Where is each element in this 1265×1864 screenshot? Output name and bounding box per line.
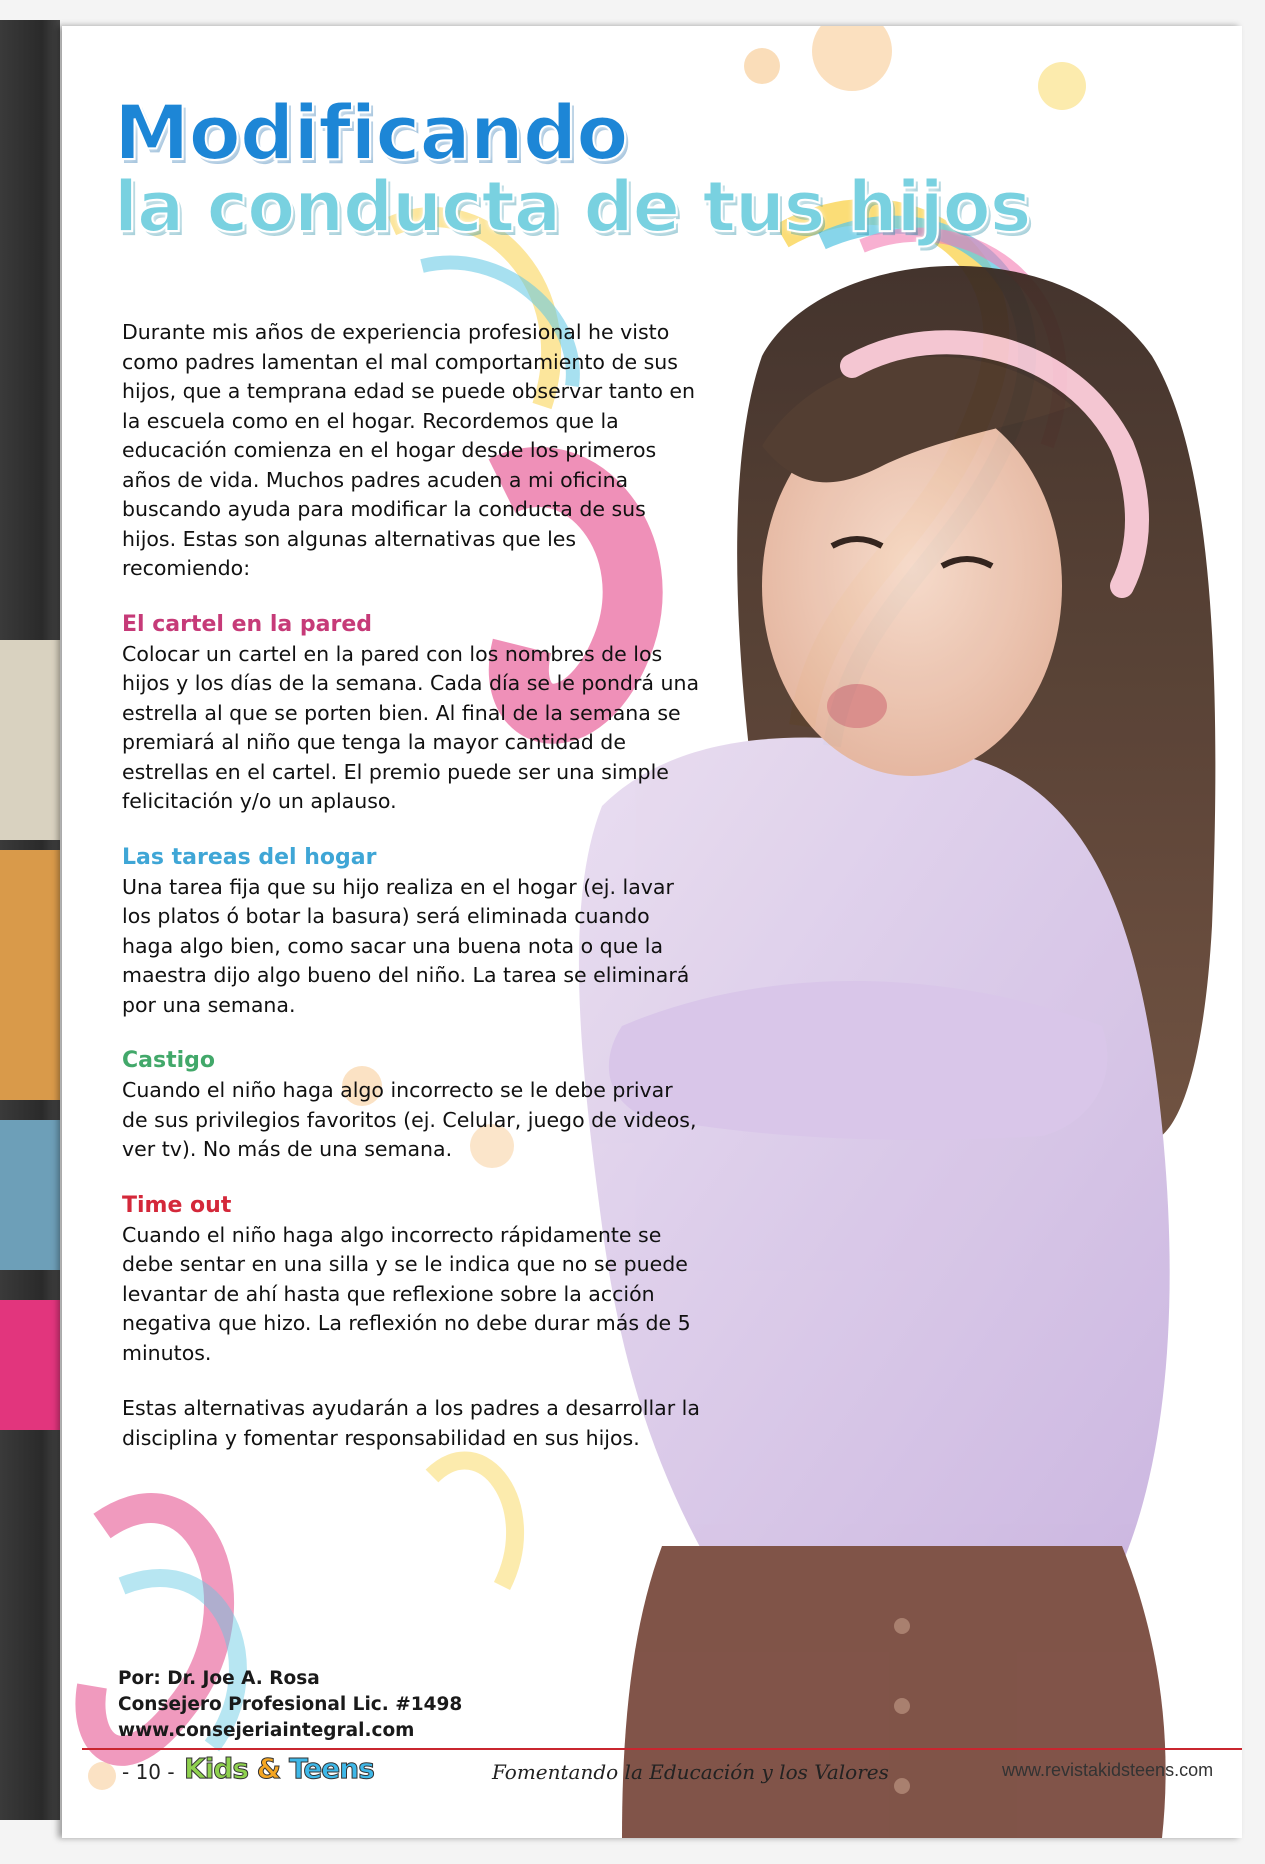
author-name: Por: Dr. Joe A. Rosa	[118, 1668, 320, 1689]
section-heading: Las tareas del hogar	[122, 844, 377, 870]
adjacent-page-strip	[0, 1300, 60, 1430]
adjacent-page-strip	[0, 850, 60, 1100]
section-heading: Time out	[122, 1192, 232, 1218]
article-title	[114, 88, 1031, 248]
magazine-slogan: Fomentando la Educación y los Valores	[492, 1760, 889, 1784]
title-line-1: Modificando	[114, 88, 628, 177]
adjacent-page-strip	[0, 1120, 60, 1270]
title-line-2: la conducta de tus hijos	[114, 165, 1031, 248]
brand-logo: Kids & Teens	[184, 1752, 374, 1785]
magazine-page	[62, 26, 1242, 1838]
section-time-out	[122, 1191, 702, 1369]
section-heading: El cartel en la pared	[122, 611, 373, 637]
section-body: Una tarea fija que su hijo realiza en el hogar (ej. lavar los platos ó botar la basura) será eliminada cuando haga algo bien, como sacar una buena nota o que la maestra dijo algo bueno del niño. La tarea se eliminará por una semana.	[122, 874, 690, 1017]
section-cartel	[122, 610, 702, 817]
page-footer	[122, 1754, 1232, 1794]
section-body: Cuando el niño haga algo incorrecto se le debe privar de sus privilegios favoritos (ej. Celular, juego de videos, ver tv). No más de una semana.	[122, 1078, 697, 1161]
author-website-link[interactable]: www.consejeriaintegral.com	[118, 1720, 415, 1741]
author-byline	[118, 1666, 462, 1744]
magazine-website-link[interactable]: www.revistakidsteens.com	[1002, 1760, 1214, 1780]
article-body	[122, 318, 702, 1453]
section-heading: Castigo	[122, 1048, 216, 1073]
section-body: Colocar un cartel en la pared con los nombres de los hijos y los días de la semana. Cada día se le pondrá una estrella al que se porten bien. Al final de la semana se premiará al niño que tenga la mayor cantidad de estrellas en el cartel. El premio puede ser una simple felicitación y/o un aplauso.	[122, 641, 700, 813]
adjacent-page-strip	[0, 640, 60, 840]
author-credential: Consejero Profesional Lic. #1498	[118, 1694, 463, 1715]
footer-divider	[82, 1748, 1242, 1750]
intro-paragraph: Durante mis años de experiencia profesional he visto como padres lamentan el mal comportamiento de sus hijos, que a temprana edad se puede observar tanto en la escuela como en el hogar. Recordemos que la educación comienza en el hogar desde los primeros años de vida. Muchos padres acuden a mi oficina buscando ayuda para modificar la conducta de sus hijos. Estas son algunas alternativas que les recomiendo:	[122, 320, 696, 580]
closing-paragraph: Estas alternativas ayudarán a los padres a desarrollar la disciplina y fomentar responsabilidad en sus hijos.	[122, 1396, 700, 1450]
page-number: - 10 -	[122, 1760, 175, 1784]
section-body: Cuando el niño haga algo incorrecto rápidamente se debe sentar en una silla y se le indica que no se puede levantar de ahí hasta que reflexione sobre la acción negativa que hizo. La reflexión no debe durar más de 5 minutos.	[122, 1222, 691, 1365]
section-castigo	[122, 1046, 702, 1165]
section-tareas	[122, 843, 702, 1021]
